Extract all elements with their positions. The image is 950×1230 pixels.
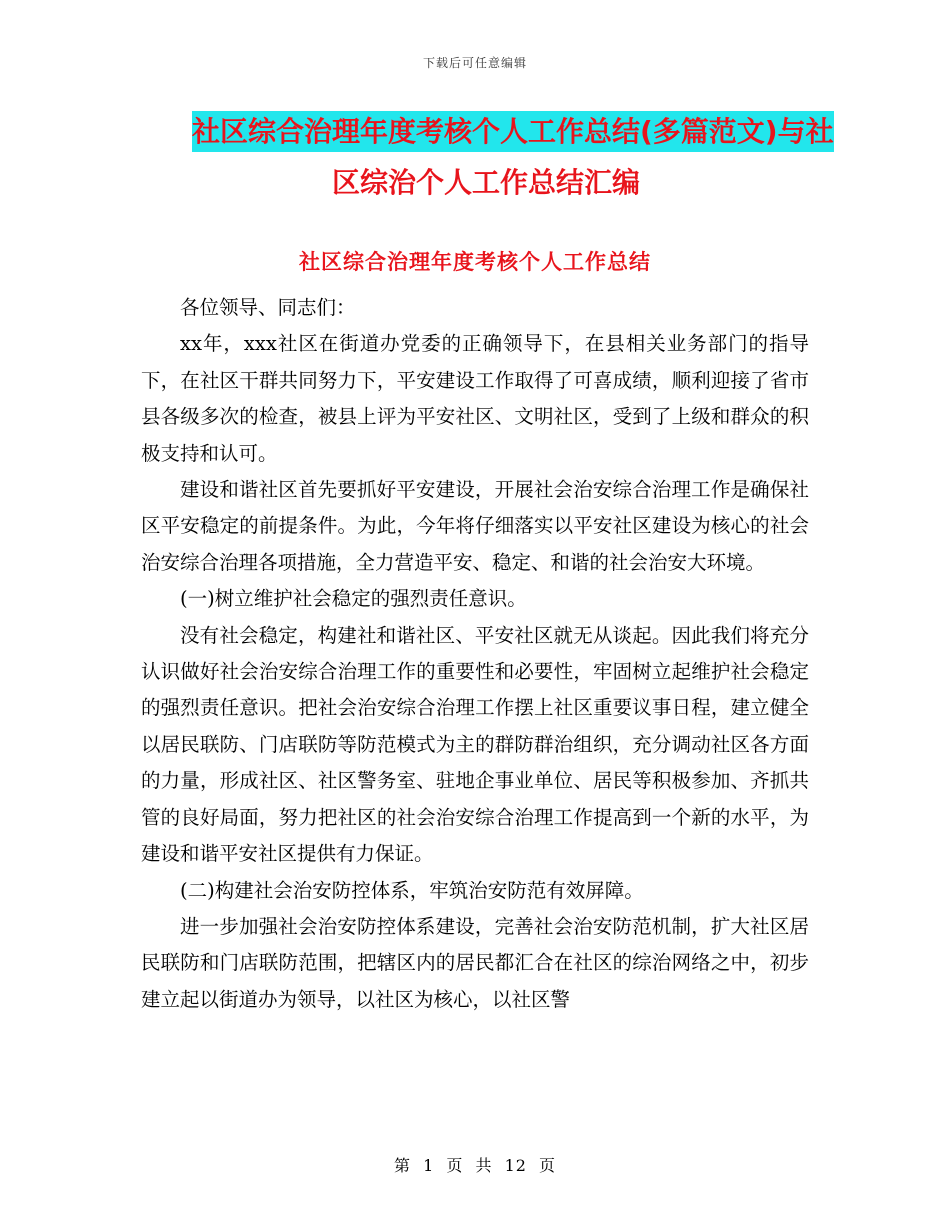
page-number: 1 <box>423 1156 435 1175</box>
document-title <box>140 106 834 208</box>
footer-prefix: 第 <box>393 1156 411 1175</box>
paragraph: xx年，xxx社区在街道办党委的正确领导下，在县相关业务部门的指导下，在社区干群共同努力下，平安建设工作取得了可喜成绩，顺利迎接了省市县各级多次的检查，被县上评为平安社区、文明社区，受到了上级和群众的积极支持和认可。 <box>141 332 809 465</box>
footer-mid2: 共 <box>475 1156 493 1175</box>
paragraph: 建设和谐社区首先要抓好平安建设，开展社会治安综合治理工作是确保社区平安稳定的前提条件。为此，今年将仔细落实以平安社区建设为核心的社会治安综合治理各项措施，全力营造平安、稳定、和谐的社会治安大环境。 <box>141 478 809 574</box>
section-title: 社区综合治理年度考核个人工作总结 <box>299 250 651 274</box>
title-line-1 <box>140 106 834 157</box>
footer-mid1: 页 <box>446 1156 464 1175</box>
title-line-1-text: 社区综合治理年度考核个人工作总结(多篇范文)与社 <box>192 111 834 152</box>
footer-suffix: 页 <box>539 1156 557 1175</box>
page-footer <box>0 1153 950 1176</box>
title-line-2 <box>140 157 820 208</box>
body-text <box>141 290 809 1018</box>
paragraph: 进一步加强社会治安防控体系建设，完善社会治安防范机制，扩大社区居民联防和门店联防范围，把辖区内的居民都汇合在社区的综治网络之中，初步建立起以街道办为领导，以社区为核心，以社区警 <box>141 914 809 1011</box>
paragraph: 没有社会稳定，构建社和谐社区、平安社区就无从谈起。因此我们将充分认识做好社会治安综合治理工作的重要性和必要性，牢固树立起维护社会稳定的强烈责任意识。把社会治安综合治理工作摆上社区重要议事日程，建立健全以居民联防、门店联防等防范模式为主的群防群治组织，充分调动社区各方面的力量，形成社区、社区警务室、驻地企事业单位、居民等积极参加、齐抓共管的良好局面，努力把社区的社会治安综合治理工作提高到一个新的水平，为建设和谐平安社区提供有力保证。 <box>141 623 809 866</box>
subheading: (二)构建社会治安防控体系，牢筑治安防范有效屏障。 <box>180 878 644 902</box>
page-total: 12 <box>504 1156 527 1175</box>
header-note: 下载后可任意编辑 <box>422 56 527 70</box>
subheading: (一)树立维护社会稳定的强烈责任意识。 <box>180 587 527 611</box>
title-line-2-text: 区综治个人工作总结汇编 <box>332 166 641 199</box>
salutation: 各位领导、同志们： <box>180 296 356 319</box>
